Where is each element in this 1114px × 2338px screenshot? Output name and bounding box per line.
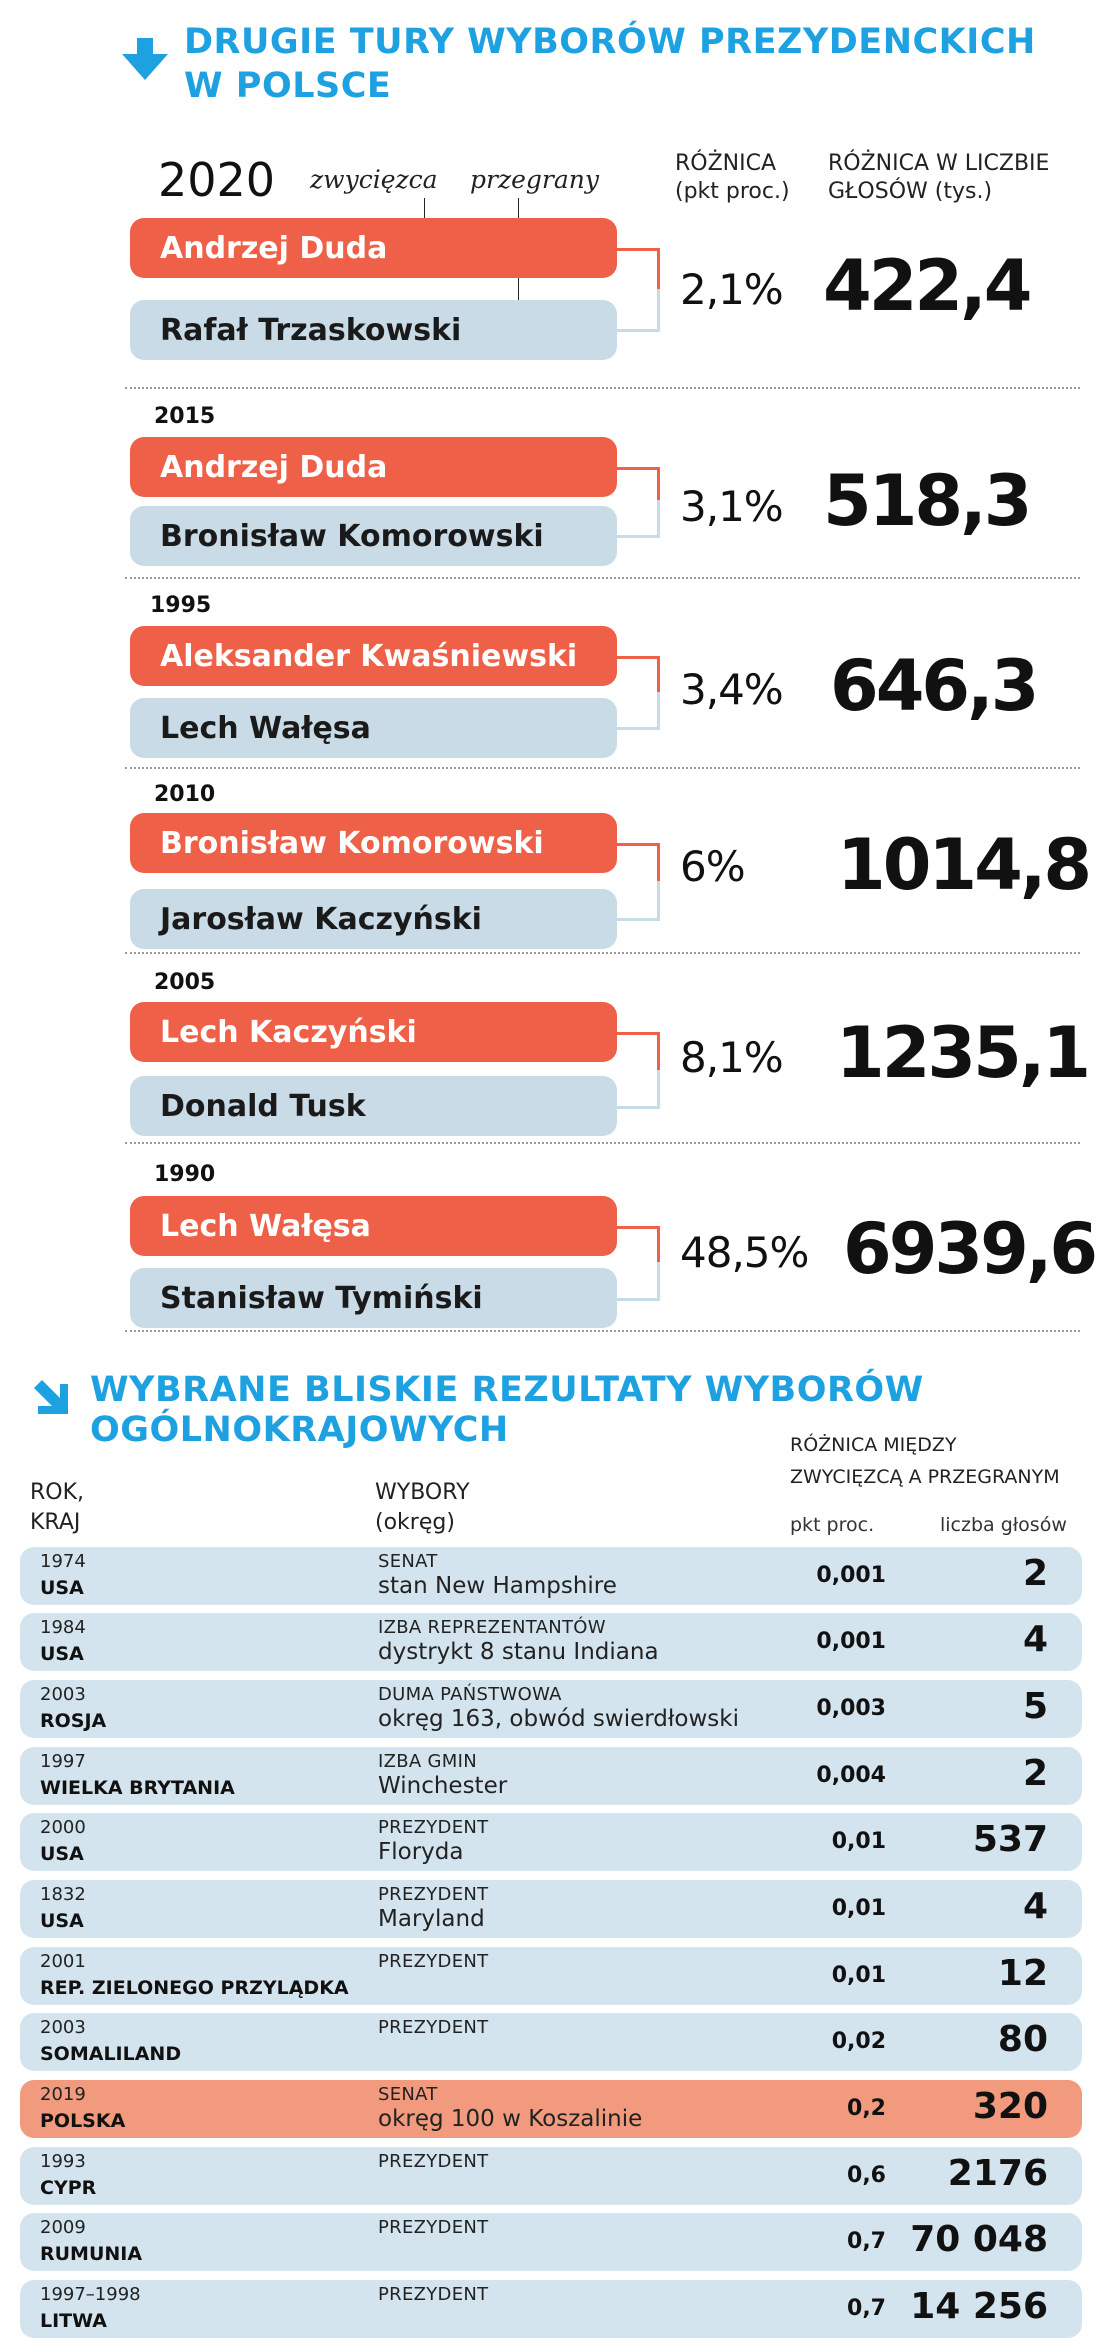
row-pct: 0,004 — [816, 1763, 886, 1788]
loser-pill: Lech Wałęsa — [130, 698, 617, 758]
row-type: SENAT — [378, 2084, 438, 2105]
row-year: 2003 — [40, 2017, 86, 2038]
row-year: 1993 — [40, 2151, 86, 2172]
row-year: 2000 — [40, 1817, 86, 1838]
table-row — [20, 1813, 1082, 1871]
row-country: USA — [40, 1910, 84, 1932]
winner-pill: Andrzej Duda — [130, 437, 617, 497]
row-type: PREZYDENT — [378, 2151, 489, 2172]
legend-winner: zwycięzca — [310, 165, 438, 194]
row-type: DUMA PAŃSTWOWA — [378, 1684, 562, 1705]
diff-votes: 1235,1 — [836, 1012, 1089, 1094]
section2-title: WYBRANE BLISKIE REZULTATY WYBORÓW OGÓLNOKRAJOWYCH — [90, 1370, 924, 1450]
loser-pill: Donald Tusk — [130, 1076, 617, 1136]
row-country: USA — [40, 1577, 84, 1599]
row-country: SOMALILAND — [40, 2043, 182, 2065]
row-country: USA — [40, 1843, 84, 1865]
row-pct: 0,001 — [816, 1563, 886, 1588]
bracket-loser — [617, 500, 660, 538]
table-row — [20, 1947, 1082, 2005]
row-pct: 0,6 — [847, 2163, 886, 2188]
row-votes: 4 — [1022, 1886, 1048, 1927]
table-row — [20, 1613, 1082, 1671]
row-votes: 80 — [997, 2019, 1048, 2060]
winner-pill: Andrzej Duda — [130, 218, 617, 278]
bracket-winner — [617, 656, 660, 695]
row-district: okręg 163, obwód swierdłowski — [378, 1706, 739, 1732]
row-type: SENAT — [378, 1551, 438, 1572]
row-type: PREZYDENT — [378, 2017, 489, 2038]
diff-pct: 48,5% — [680, 1228, 809, 1277]
bracket-winner — [617, 248, 660, 292]
row-votes: 70 048 — [910, 2219, 1048, 2260]
table-row — [20, 1880, 1082, 1938]
row-district: okręg 100 w Koszalinie — [378, 2106, 643, 2132]
diff-pct: 3,4% — [680, 665, 783, 714]
row-type: PREZYDENT — [378, 1884, 489, 1905]
row-pct: 0,02 — [831, 2029, 886, 2054]
divider — [125, 1330, 1080, 1332]
election-year: 2020 — [158, 153, 276, 207]
diff-pct: 8,1% — [680, 1033, 783, 1082]
diff-votes: 6939,6 — [843, 1208, 1096, 1290]
winner-pill: Aleksander Kwaśniewski — [130, 626, 617, 686]
row-votes: 14 256 — [910, 2286, 1048, 2327]
row-pct: 0,001 — [816, 1629, 886, 1654]
row-votes: 4 — [1022, 1619, 1048, 1660]
table-head-pct: pkt proc. — [790, 1514, 875, 1536]
row-country: LITWA — [40, 2310, 107, 2332]
loser-pill: Rafał Trzaskowski — [130, 300, 617, 360]
col-head-diff-pct-unit: (pkt proc.) — [675, 179, 790, 204]
legend-loser: przegrany — [470, 165, 600, 194]
table-head-election: WYBORY — [375, 1480, 470, 1505]
row-votes: 2 — [1022, 1753, 1048, 1794]
row-type: IZBA GMIN — [378, 1751, 477, 1772]
row-pct: 0,01 — [831, 1829, 886, 1854]
diagonal-arrow-icon — [30, 1376, 72, 1418]
down-arrow-icon — [120, 38, 170, 80]
winner-pill: Bronisław Komorowski — [130, 813, 617, 873]
table-head-district: (okręg) — [375, 1510, 455, 1535]
election-year: 2015 — [154, 404, 216, 429]
row-pct: 0,2 — [847, 2096, 886, 2121]
row-type: PREZYDENT — [378, 2284, 489, 2305]
divider — [125, 577, 1080, 579]
col-head-diff-votes-unit: GŁOSÓW (tys.) — [828, 179, 993, 204]
row-year: 1997 — [40, 1751, 86, 1772]
row-district: Maryland — [378, 1906, 485, 1932]
loser-pill: Bronisław Komorowski — [130, 506, 617, 566]
row-district: Floryda — [378, 1839, 464, 1865]
diff-votes: 518,3 — [823, 460, 1030, 542]
row-votes: 2 — [1022, 1553, 1048, 1594]
divider — [125, 767, 1080, 769]
bracket-loser — [617, 1262, 660, 1301]
row-country: POLSKA — [40, 2110, 126, 2132]
election-year: 1990 — [154, 1162, 216, 1187]
row-year: 2009 — [40, 2217, 86, 2238]
row-country: CYPR — [40, 2177, 97, 2199]
loser-pill: Stanisław Tymiński — [130, 1268, 617, 1328]
row-year: 1997–1998 — [40, 2284, 141, 2305]
loser-pill: Jarosław Kaczyński — [130, 889, 617, 949]
diff-votes: 422,4 — [823, 245, 1030, 327]
row-votes: 320 — [972, 2086, 1048, 2127]
election-year: 1995 — [150, 593, 212, 618]
row-votes: 5 — [1022, 1686, 1048, 1727]
section1-title: DRUGIE TURY WYBORÓW PREZYDENCKICH W POLSCE — [184, 22, 1036, 106]
bracket-loser — [617, 289, 660, 332]
bracket-winner — [617, 1226, 660, 1265]
bracket-winner — [617, 843, 660, 884]
bracket-loser — [617, 881, 660, 921]
row-pct: 0,01 — [831, 1896, 886, 1921]
divider — [125, 387, 1080, 389]
table-head-country: KRAJ — [30, 1510, 81, 1535]
diff-votes: 1014,8 — [837, 824, 1090, 906]
row-votes: 2176 — [947, 2153, 1048, 2194]
row-year: 2001 — [40, 1951, 86, 1972]
election-year: 2005 — [154, 970, 216, 995]
row-year: 2003 — [40, 1684, 86, 1705]
row-country: WIELKA BRYTANIA — [40, 1777, 235, 1799]
col-head-diff-pct: RÓŻNICA — [675, 151, 777, 176]
bracket-winner — [617, 467, 660, 503]
divider — [125, 1142, 1080, 1144]
table-row — [20, 1547, 1082, 1605]
table-head-votes: liczba głosów — [940, 1514, 1067, 1536]
row-country: USA — [40, 1643, 84, 1665]
table-head-year: ROK, — [30, 1480, 85, 1505]
row-votes: 12 — [997, 1953, 1048, 1994]
row-country: REP. ZIELONEGO PRZYLĄDKA — [40, 1977, 349, 1999]
row-type: PREZYDENT — [378, 1951, 489, 1972]
divider — [125, 952, 1080, 954]
diff-pct: 6% — [680, 842, 745, 891]
row-pct: 0,7 — [847, 2229, 886, 2254]
table-row-highlighted — [20, 2080, 1082, 2138]
row-country: ROSJA — [40, 1710, 107, 1732]
diff-pct: 3,1% — [680, 482, 783, 531]
table-row — [20, 2013, 1082, 2071]
bracket-winner — [617, 1032, 660, 1073]
row-year: 1984 — [40, 1617, 86, 1638]
row-country: RUMUNIA — [40, 2243, 143, 2265]
row-year: 1974 — [40, 1551, 86, 1572]
row-pct: 0,003 — [816, 1696, 886, 1721]
winner-pill: Lech Wałęsa — [130, 1196, 617, 1256]
table-head-diff-sub: ZWYCIĘZCĄ A PRZEGRANYM — [790, 1466, 1060, 1488]
row-pct: 0,01 — [831, 1963, 886, 1988]
table-row — [20, 2147, 1082, 2205]
table-row — [20, 1747, 1082, 1805]
row-votes: 537 — [972, 1819, 1048, 1860]
row-type: PREZYDENT — [378, 1817, 489, 1838]
row-district: Winchester — [378, 1773, 508, 1799]
row-type: PREZYDENT — [378, 2217, 489, 2238]
bracket-loser — [617, 1070, 660, 1109]
row-district: stan New Hampshire — [378, 1573, 617, 1599]
table-row — [20, 2280, 1082, 2338]
col-head-diff-votes: RÓŻNICA W LICZBIE — [828, 151, 1050, 176]
diff-pct: 2,1% — [680, 265, 783, 314]
row-district: dystrykt 8 stanu Indiana — [378, 1639, 659, 1665]
row-year: 1832 — [40, 1884, 86, 1905]
row-type: IZBA REPREZENTANTÓW — [378, 1617, 606, 1638]
diff-votes: 646,3 — [830, 645, 1037, 727]
row-year: 2019 — [40, 2084, 86, 2105]
bracket-loser — [617, 692, 660, 730]
table-row — [20, 2213, 1082, 2271]
table-head-diff: RÓŻNICA MIĘDZY — [790, 1434, 957, 1456]
table-row — [20, 1680, 1082, 1738]
row-pct: 0,7 — [847, 2296, 886, 2321]
winner-pill: Lech Kaczyński — [130, 1002, 617, 1062]
election-year: 2010 — [154, 782, 216, 807]
